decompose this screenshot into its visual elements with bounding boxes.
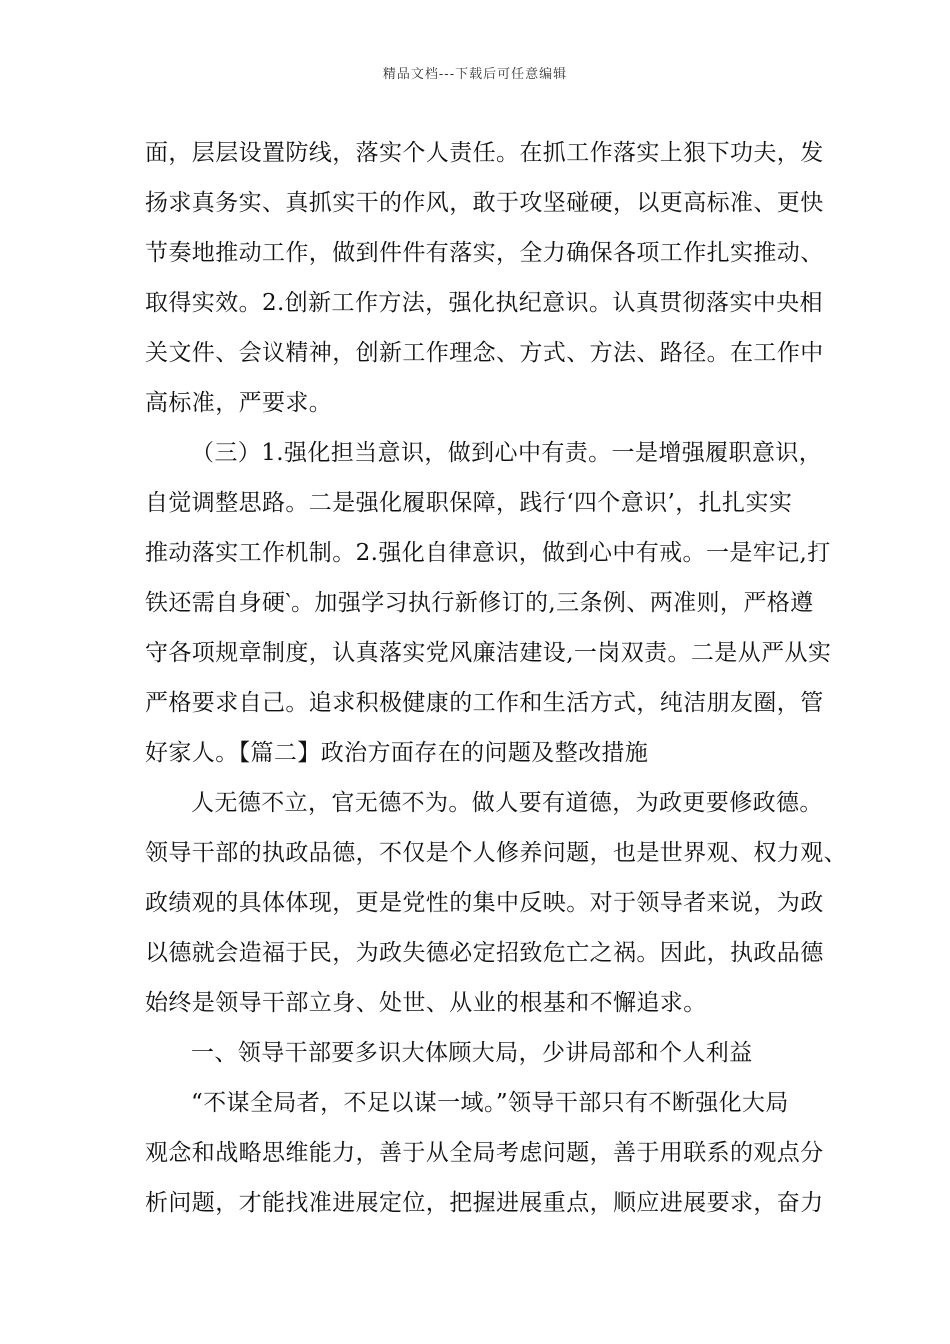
- text-line: 自觉调整思路。二是强化履职保障，践行‘四个意识’，扎扎实实: [145, 490, 793, 516]
- text-line: 面，层层设置防线，落实个人责任。在抓工作落实上狠下功夫，发: [145, 140, 824, 166]
- text-line: 好家人。【篇二】政治方面存在的问题及整改措施: [145, 740, 649, 766]
- text-line: 领导干部的执政品德，不仅是个人修养问题，也是世界观、权力观、: [145, 840, 847, 866]
- page-header: 精品文档---下载后可任意编辑: [382, 67, 568, 82]
- text-line: 守各项规章制度，认真落实党风廉洁建设,一岗双责。二是从严从实: [145, 640, 832, 666]
- text-line: 铁还需自身硬‵。加强学习执行新修订的,三条例、两准则，严格遵: [145, 590, 814, 616]
- text-line: 推动落实工作机制。2.强化自律意识，做到心中有戒。一是牢记,打: [145, 540, 831, 566]
- document-body: [145, 128, 847, 1228]
- text-line: 取得实效。2.创新工作方法，强化执纪意识。认真贯彻落实中央相: [145, 290, 823, 316]
- text-line: 政绩观的具体体现，更是党性的集中反映。对于领导者来说，为政: [145, 890, 824, 916]
- paragraph-start-line: 人无德不立，官无德不为。做人要有道德，为政更要修政德。: [191, 790, 823, 816]
- text-line: 节奏地推动工作，做到件件有落实，全力确保各项工作扎实推动、: [145, 240, 824, 266]
- text-line: 高标准，严要求。: [145, 390, 333, 416]
- section-heading: 一、领导干部要多识大体顾大局，少讲局部和个人利益: [191, 1040, 753, 1066]
- text-line: 关文件、会议精神，创新工作理念、方式、方法、路径。在工作中: [145, 340, 824, 366]
- text-line: 观念和战略思维能力，善于从全局考虑问题，善于用联系的观点分: [145, 1140, 824, 1166]
- paragraph-start-line: （三）1.强化担当意识，做到心中有责。一是增强履职意识，: [191, 440, 823, 466]
- text-line: 始终是领导干部立身、处世、从业的根基和不懈追求。: [145, 990, 707, 1016]
- text-line: 以德就会造福于民，为政失德必定招致危亡之祸。因此，执政品德: [145, 940, 824, 966]
- paragraph-start-line: “不谋全局者，不足以谋一域。”领导干部只有不断强化大局: [191, 1090, 789, 1116]
- text-line: 扬求真务实、真抓实干的作风，敢于攻坚碰硬，以更高标准、更快: [145, 190, 824, 216]
- text-line: 析问题，才能找准进展定位，把握进展重点，顺应进展要求，奋力: [145, 1190, 824, 1216]
- text-line: 严格要求自己。追求积极健康的工作和生活方式，纯洁朋友圈，管: [145, 690, 824, 716]
